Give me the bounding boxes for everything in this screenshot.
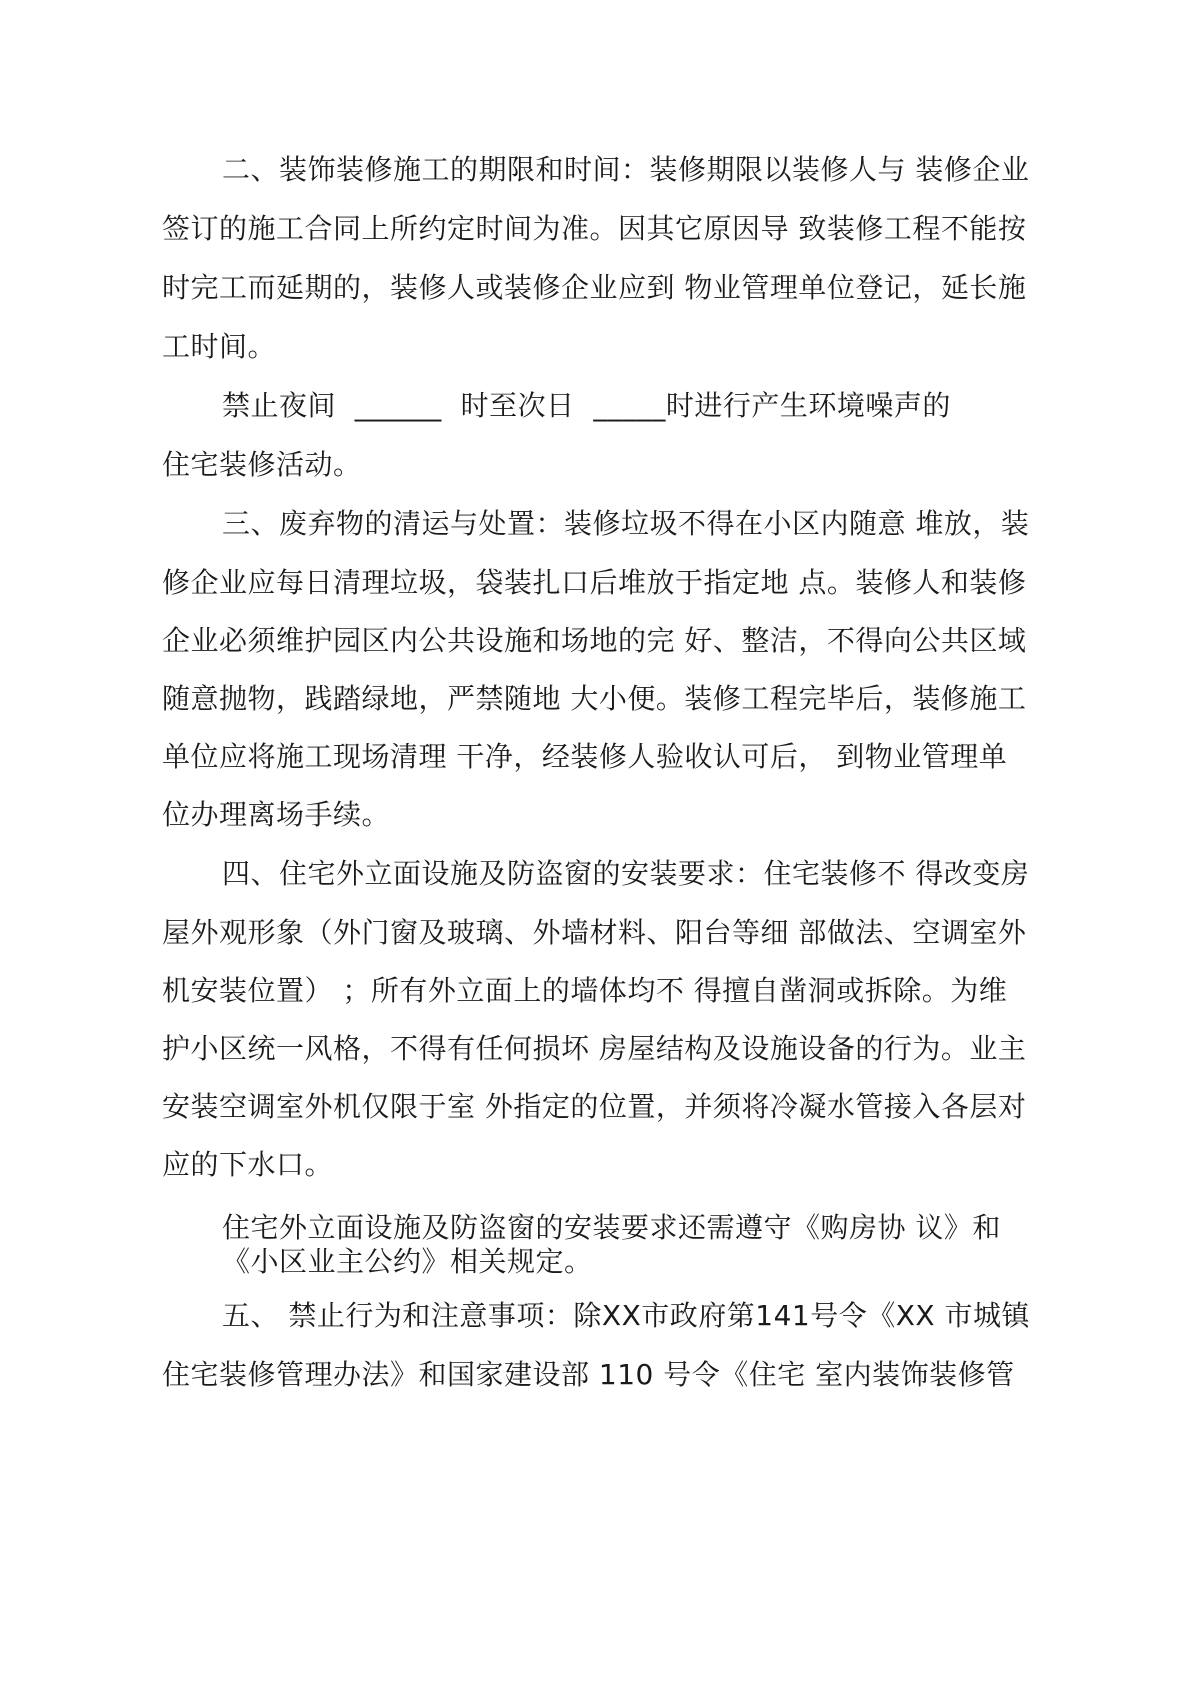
paragraph-line: 护小区统一风格，不得有任何损坏 房屋结构及设施设备的行为。业主 xyxy=(162,1032,1027,1065)
paragraph-line: 禁止夜间 ______ 时至次日 _____时进行产生环境噪声的 xyxy=(222,389,951,422)
paragraph-line: 五、 禁止行为和注意事项：除XX市政府第141号令《XX 市城镇 xyxy=(222,1299,1030,1332)
paragraph-line: 住宅装修活动。 xyxy=(162,448,362,481)
paragraph-line: 安装空调室外机仅限于室 外指定的位置，并须将冷凝水管接入各层对 xyxy=(162,1090,1027,1123)
paragraph-line: 三、废弃物的清运与处置：装修垃圾不得在小区内随意 堆放，装 xyxy=(222,507,1030,540)
paragraph-line: 住宅装修管理办法》和国家建设部 110 号令《住宅 室内装饰装修管 xyxy=(162,1358,1015,1391)
paragraph-line: 《小区业主公约》相关规定。 xyxy=(222,1245,593,1278)
paragraph-line: 工时间。 xyxy=(162,330,277,363)
paragraph-line: 机安装位置） ；所有外立面上的墙体均不 得擅自凿洞或拆除。为维 xyxy=(162,974,1008,1007)
paragraph-line: 屋外观形象（外门窗及玻璃、外墙材料、阳台等细 部做法、空调室外 xyxy=(162,916,1027,949)
paragraph-line: 随意抛物，践踏绿地，严禁随地 大小便。装修工程完毕后，装修施工 xyxy=(162,682,1027,715)
paragraph-line: 企业必须维护园区内公共设施和场地的完 好、整洁，不得向公共区域 xyxy=(162,624,1027,657)
paragraph-line: 四、住宅外立面设施及防盗窗的安装要求：住宅装修不 得改变房 xyxy=(222,857,1030,890)
paragraph-line: 时完工而延期的，装修人或装修企业应到 物业管理单位登记，延长施 xyxy=(162,271,1027,304)
paragraph-line: 应的下水口。 xyxy=(162,1148,334,1181)
paragraph-line: 住宅外立面设施及防盗窗的安装要求还需遵守《购房协 议》和 xyxy=(222,1211,1001,1244)
paragraph-line: 单位应将施工现场清理 干净，经装修人验收认可后， 到物业管理单 xyxy=(162,740,1008,773)
paragraph-line: 签订的施工合同上所约定时间为准。因其它原因导 致装修工程不能按 xyxy=(162,212,1027,245)
paragraph-line: 位办理离场手续。 xyxy=(162,798,391,831)
paragraph-line: 二、装饰装修施工的期限和时间：装修期限以装修人与 装修企业 xyxy=(222,153,1030,186)
paragraph-line: 修企业应每日清理垃圾，袋装扎口后堆放于指定地 点。装修人和装修 xyxy=(162,566,1027,599)
